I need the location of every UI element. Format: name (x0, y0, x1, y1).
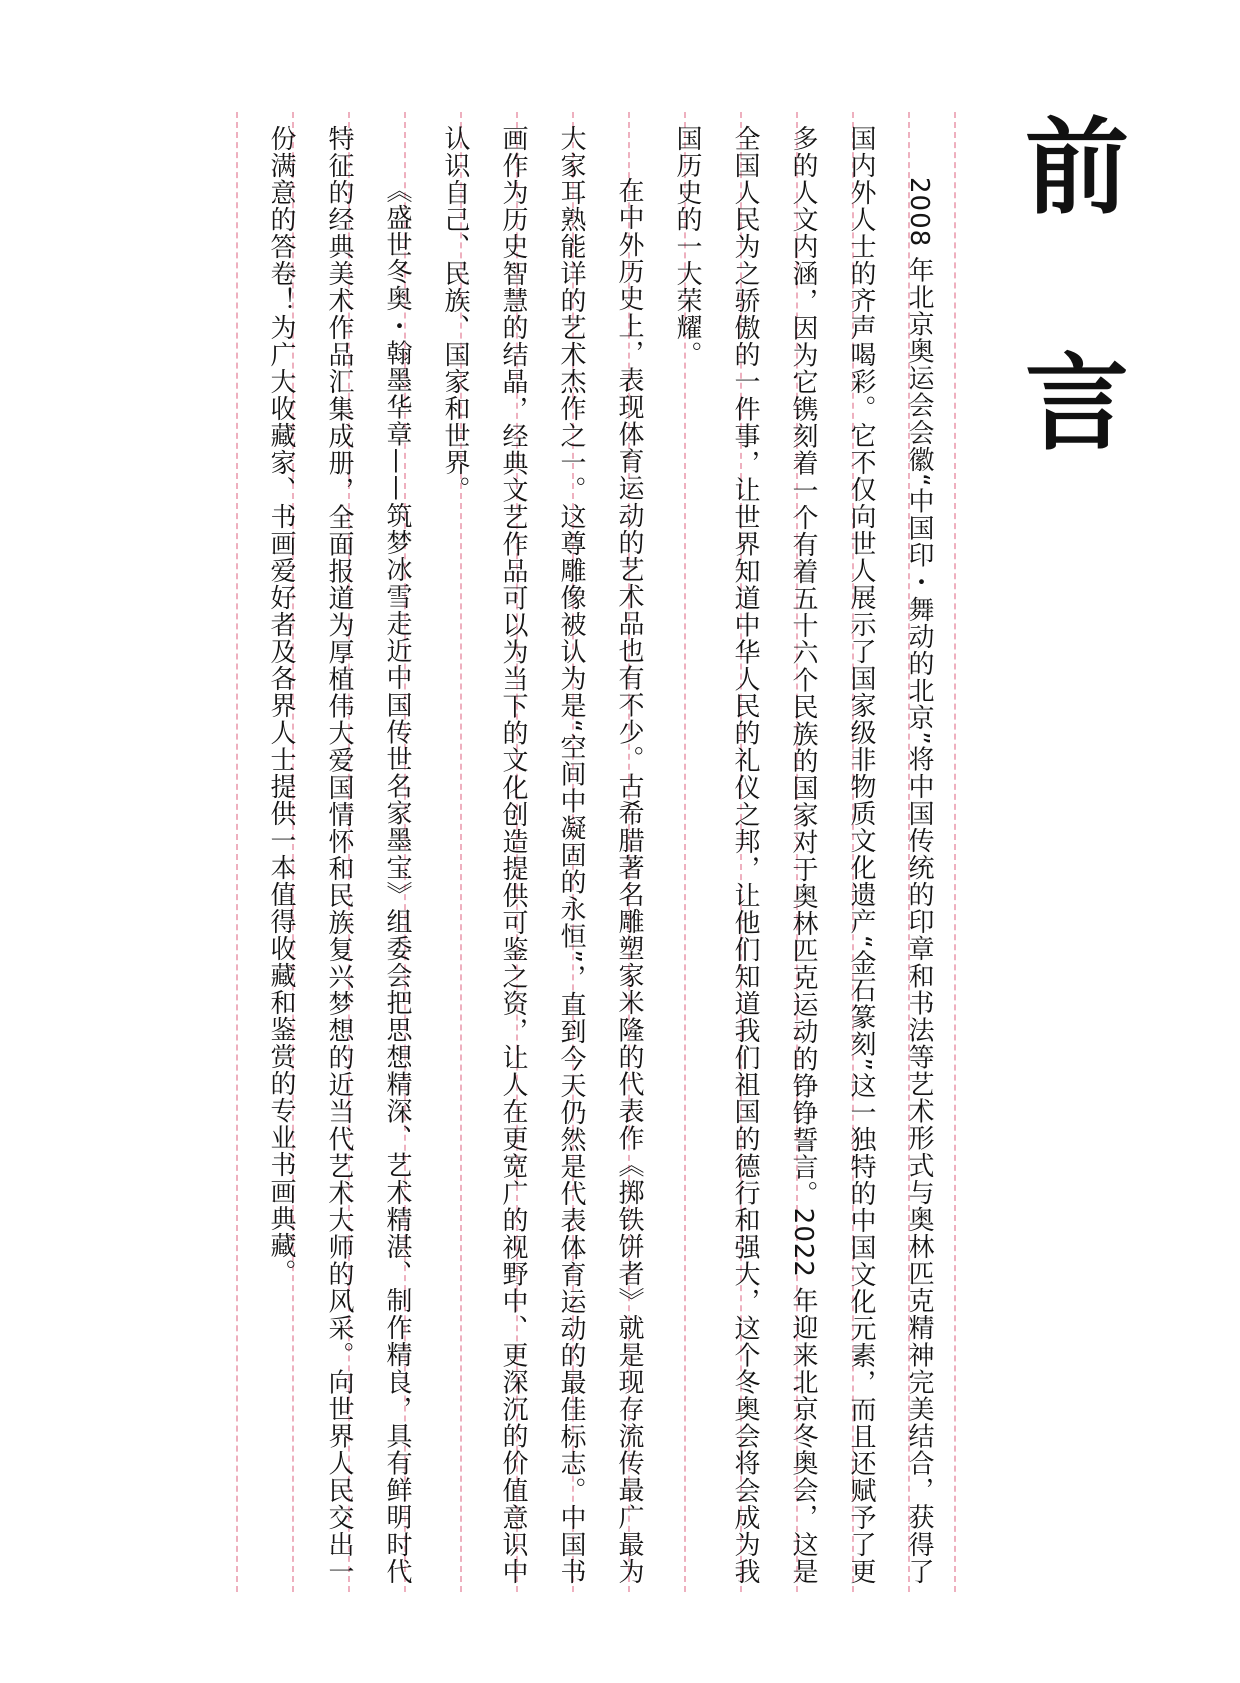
column-rule (236, 112, 238, 1592)
column-rule (954, 112, 956, 1592)
paragraph-1: 2008 年北京奥运会会徽“中国印・舞动的北京”将中国传统的印章和书法等艺术形式与奥林匹克精神完美结合，获得了国内外人士的齐声喝彩。它不仅向世人展示了国家级非物质文化遗产“金石篆刻”这一独特的中国文化元素，而且还赋予了更多的人文内涵，因为它镌刻着一个有着五十六个民族的国家对于奥林匹克运动的铮铮誓言。2022 年迎来北京冬奥会，这是全国人民为之骄傲的一件事，让世界知道中华人民的礼仪之邦，让他们知道我们祖国的德行和强大，这个冬奥会将会成为我国历史的一大荣耀。 (672, 125, 934, 1585)
paragraph-3: 《盛世冬奥・翰墨华章——筑梦冰雪走近中国传世名家墨宝》组委会把思想精深、艺术精湛、制作精良，具有鲜明时代特征的经典美术作品汇集成册，全面报道为厚植伟大爱国情怀和民族复兴梦想的近当代艺术大师的风采。向世界人民交出一份满意的答卷！为广大收藏家、书画爱好者及各界人士提供一本值得收藏和鉴赏的专业书画典藏。 (266, 125, 412, 1585)
preface-body (248, 125, 948, 1585)
paragraph-2: 在中外历史上，表现体育运动的艺术品也有不少。古希腊著名雕塑家米隆的代表作《掷铁饼者》就是现存流传最广最为大家耳熟能详的艺术杰作之一。这尊雕像被认为是“空间中凝固的永恒”，直到今天仍然是代表体育运动的最佳标志。中国书画作为历史智慧的结晶，经典文艺作品可以为当下的文化创造提供可鉴之资，让人在更宽广的视野中、更深沉的价值意识中认识自己、民族、国家和世界。 (440, 125, 644, 1585)
page-title: 前 言 (1007, 112, 1129, 501)
